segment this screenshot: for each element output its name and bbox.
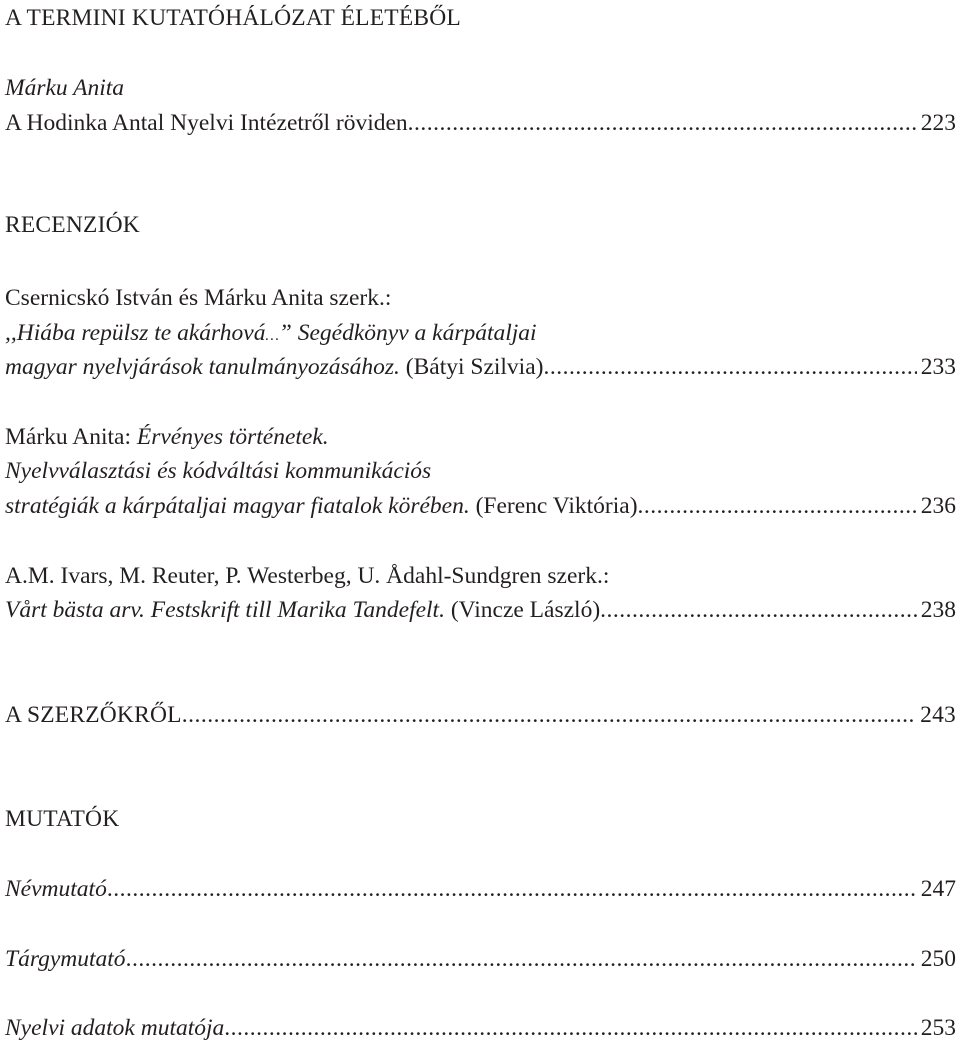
dot-leader <box>408 108 917 138</box>
toc-entry-targymutato[interactable] <box>5 944 956 974</box>
page-number: 233 <box>920 354 956 380</box>
page-number: 253 <box>920 1015 956 1041</box>
page-number: 250 <box>920 946 956 972</box>
dot-leader <box>182 700 916 730</box>
toc-entry-hiaba[interactable] <box>5 352 956 382</box>
entry-title: Nyelvi adatok mutatója <box>5 1015 225 1041</box>
page-number: 223 <box>920 110 956 136</box>
dot-leader <box>126 944 917 974</box>
dot-leader <box>543 352 916 382</box>
entry-title-line: Nyelvválasztási és kódváltási kommunikációs <box>5 458 432 484</box>
toc-entry-vart[interactable] <box>5 595 956 625</box>
entry-author: Márku Anita: <box>5 424 137 450</box>
dot-leader <box>107 874 917 904</box>
dot-leader <box>224 1013 916 1043</box>
entry-title-ellipsis: … <box>265 328 279 344</box>
entry-title-wrap <box>5 352 543 382</box>
entry-title: Érvényes történetek. <box>136 424 329 450</box>
dot-leader <box>600 595 917 625</box>
toc-entry-hodinka[interactable] <box>5 108 956 138</box>
entry-title: magyar nyelvjárások tanulmányozásához. <box>5 354 400 380</box>
entry-reviewer: (Ferenc Viktória) <box>475 493 638 519</box>
entry-editors: Csernicskó István és Márku Anita szerk.: <box>5 285 392 311</box>
entry-title: Névmutató <box>5 876 107 902</box>
toc-entry-szerzokrol[interactable] <box>5 700 956 730</box>
entry-title-part: ” Segédkönyv a kárpátaljai <box>278 320 537 346</box>
entry-title-part: ,,Hiába repülsz te akárhová <box>5 320 266 346</box>
toc-entry-ervenyes[interactable] <box>5 491 956 521</box>
page-number: 243 <box>920 702 956 728</box>
dot-leader <box>638 491 917 521</box>
section-heading-szerzokrol: A SZERZŐKRŐL <box>5 702 182 728</box>
page-number: 247 <box>920 876 956 902</box>
entry-title: Tárgymutató <box>5 946 126 972</box>
entry-title-line <box>5 318 956 348</box>
entry-title-wrap <box>5 491 638 521</box>
section-heading-termini: A TERMINI KUTATÓHÁLÓZAT ÉLETÉBŐL <box>5 5 461 31</box>
page-number: 236 <box>920 493 956 519</box>
entry-title: Vårt bästa arv. Festskrift till Marika Tandefelt. <box>5 597 445 623</box>
page-number: 238 <box>920 597 956 623</box>
entry-editors: A.M. Ivars, M. Reuter, P. Westerbeg, U. Ådahl-Sundgren szerk.: <box>5 563 610 589</box>
toc-entry-nyelvi-adatok[interactable] <box>5 1013 956 1043</box>
entry-title: A Hodinka Antal Nyelvi Intézetről röviden <box>5 110 408 136</box>
entry-reviewer: (Vincze László) <box>450 597 601 623</box>
entry-author: Márku Anita <box>5 75 125 101</box>
entry-reviewer: (Bátyi Szilvia) <box>405 354 544 380</box>
entry-title-wrap <box>5 595 600 625</box>
section-heading-recenziok: RECENZIÓK <box>5 212 140 238</box>
section-heading-mutatok: MUTATÓK <box>5 806 120 832</box>
entry-author-line <box>5 422 956 452</box>
toc-entry-nevmutato[interactable] <box>5 874 956 904</box>
entry-title: stratégiák a kárpátaljai magyar fiatalok körében. <box>5 493 470 519</box>
